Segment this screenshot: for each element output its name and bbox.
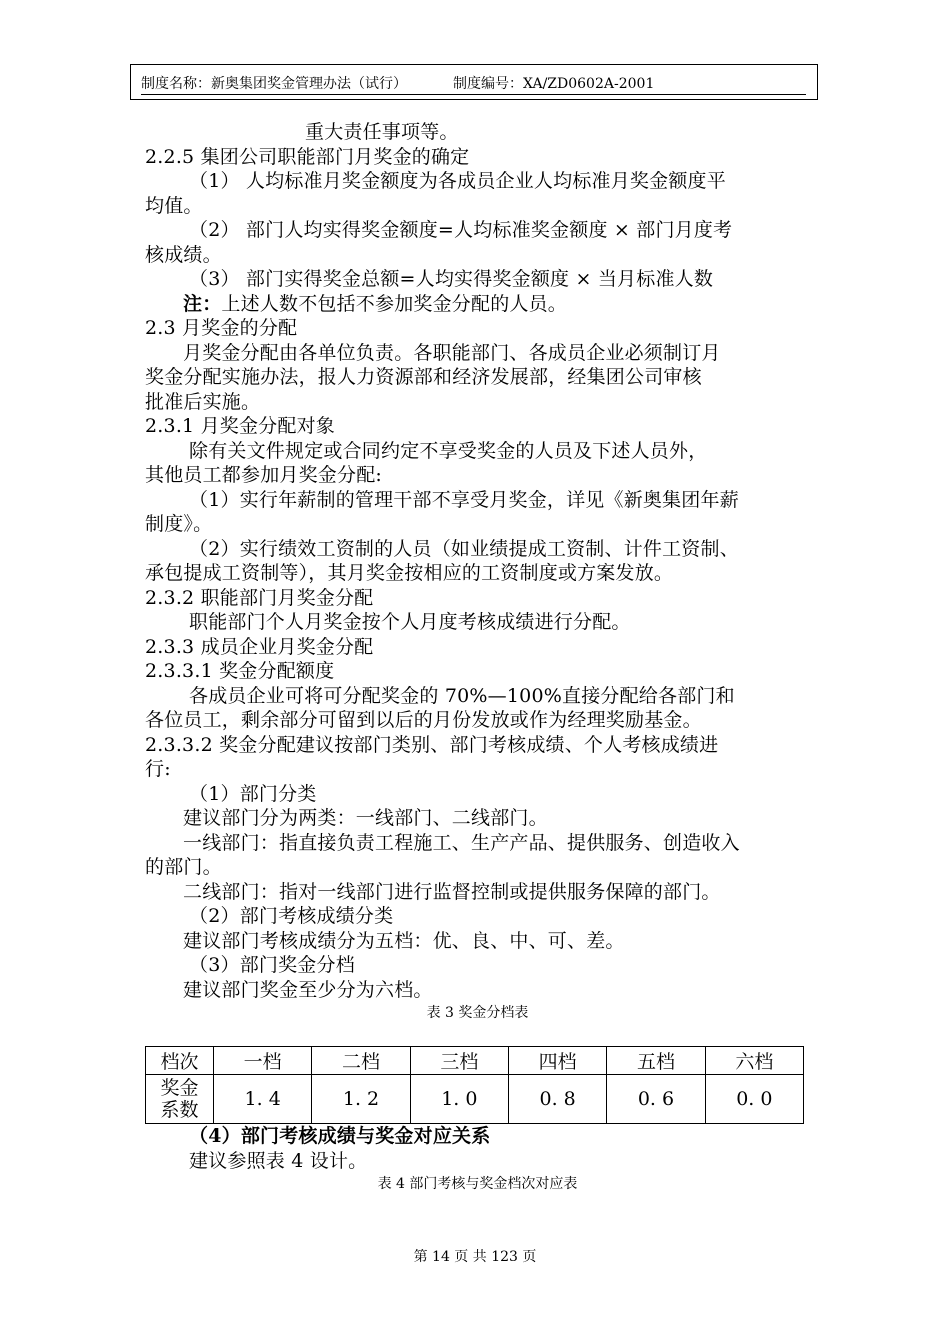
paragraph-line: 其他员工都参加月奖金分配:: [145, 464, 383, 486]
section-heading: 2.2.5 集团公司职能部门月奖金的确定: [145, 145, 470, 168]
table-cell: 0. 8: [508, 1075, 606, 1124]
paragraph-line: （1）实行年薪制的管理干部不享受月奖金，详见《新奥集团年薪: [189, 488, 739, 511]
page-number: 第 14 页 共 123 页: [413, 1249, 537, 1265]
section-heading: 2.3.1 月奖金分配对象: [145, 415, 335, 437]
paragraph-line: 除有关文件规定或合同约定不享受奖金的人员及下述人员外，: [189, 439, 708, 462]
document-header: [130, 64, 818, 100]
paragraph-line: （3） 部门实得奖金总额=人均实得奖金额度 × 当月标准人数: [189, 268, 714, 290]
paragraph-line: 核成绩。: [145, 243, 222, 266]
paragraph-line: 奖金分配实施办法，报人力资源部和经济发展部，经集团公司审核: [145, 366, 702, 388]
table-cell: 1. 0: [410, 1075, 508, 1124]
paragraph-line: （2） 部门人均实得奖金额度=人均标准奖金额度 × 部门月度考: [189, 219, 733, 241]
coef-label-line: 奖金: [160, 1077, 199, 1099]
section-heading: 2.3 月奖金的分配: [145, 317, 298, 339]
paragraph-line: 建议部门考核成绩分为五档：优、良、中、可、差。: [183, 929, 625, 952]
policy-name: 制度名称：新奥集团奖金管理办法（试行）: [141, 76, 407, 92]
paragraph-line: 各成员企业可将可分配奖金的 70%—100%直接分配给各部门和: [189, 684, 735, 707]
table-cell: 二档: [312, 1047, 410, 1075]
paragraph-line: 的部门。: [145, 856, 222, 878]
paragraph-line: （1） 人均标准月奖金额度为各成员企业人均标准月奖金额度平: [189, 170, 726, 192]
table-row-header: 档次: [146, 1047, 214, 1075]
table-cell: 四档: [508, 1047, 606, 1075]
table-cell: 六档: [705, 1047, 803, 1075]
document-body: [145, 120, 810, 1024]
table-cell: 0. 6: [607, 1075, 705, 1124]
after-table-section: [145, 1124, 810, 1195]
table-row: [146, 1075, 804, 1124]
table-cell: 0. 0: [705, 1075, 803, 1124]
paragraph-line: 制度》。: [145, 513, 213, 535]
bonus-level-table: [145, 1046, 804, 1124]
table-row: [146, 1047, 804, 1075]
policy-code: 制度编号：XA/ZD0602A-2001: [453, 76, 655, 92]
paragraph-line: 行:: [145, 758, 171, 780]
note-label: 注：: [183, 292, 222, 315]
table-row-header: [146, 1075, 214, 1124]
note-line: [145, 292, 810, 317]
coef-label-line: 系数: [160, 1099, 199, 1121]
paragraph-line: 均值。: [145, 194, 203, 217]
paragraph-line: 各位员工，剩余部分可留到以后的月份发放或作为经理奖励基金。: [145, 709, 702, 731]
section-heading: 2.3.3.2 奖金分配建议按部门类别、部门考核成绩、个人考核成绩进: [145, 733, 719, 756]
table-cell: 三档: [410, 1047, 508, 1075]
table-cell: 1. 4: [214, 1075, 312, 1124]
table-caption: 表 4 部门考核与奖金档次对应表: [377, 1176, 578, 1192]
paragraph-line: 承包提成工资制等），其月奖金按相应的工资制度或方案发放。: [145, 562, 674, 584]
section-heading: 2.3.2 职能部门月奖金分配: [145, 586, 374, 609]
note-text: 上述人数不包括不参加奖金分配的人员。: [221, 292, 568, 315]
table-caption: 表 3 奖金分档表: [426, 1005, 529, 1021]
paragraph-line: 建议部门奖金至少分为六档。: [183, 978, 433, 1001]
table-cell: 一档: [214, 1047, 312, 1075]
paragraph-line: （1）部门分类: [189, 782, 317, 805]
paragraph-line: 职能部门个人月奖金按个人月度考核成绩进行分配。: [189, 611, 631, 633]
section-heading: 2.3.3 成员企业月奖金分配: [145, 635, 374, 658]
paragraph-line: 建议参照表 4 设计。: [189, 1149, 368, 1172]
paragraph-line: （2）实行绩效工资制的人员（如业绩提成工资制、计件工资制、: [189, 537, 739, 560]
paragraph-line: （2）部门考核成绩分类: [189, 905, 394, 927]
paragraph-line: 建议部门分为两类：一线部门、二线部门。: [183, 807, 548, 829]
paragraph-line: （3）部门奖金分档: [189, 954, 355, 976]
header-line: [141, 73, 806, 95]
paragraph-line: 批准后实施。: [145, 390, 261, 413]
section-heading: （4）部门考核成绩与奖金对应关系: [189, 1125, 491, 1147]
paragraph-line: 重大责任事项等。: [305, 121, 459, 143]
paragraph-line: 月奖金分配由各单位负责。各职能部门、各成员企业必须制订月: [183, 341, 721, 364]
paragraph-line: 一线部门：指直接负责工程施工、生产产品、提供服务、创造收入: [183, 831, 740, 854]
table-cell: 1. 2: [312, 1075, 410, 1124]
table-cell: 五档: [607, 1047, 705, 1075]
paragraph-line: 二线部门：指对一线部门进行监督控制或提供服务保障的部门。: [183, 880, 721, 903]
section-heading: 2.3.3.1 奖金分配额度: [145, 660, 335, 682]
